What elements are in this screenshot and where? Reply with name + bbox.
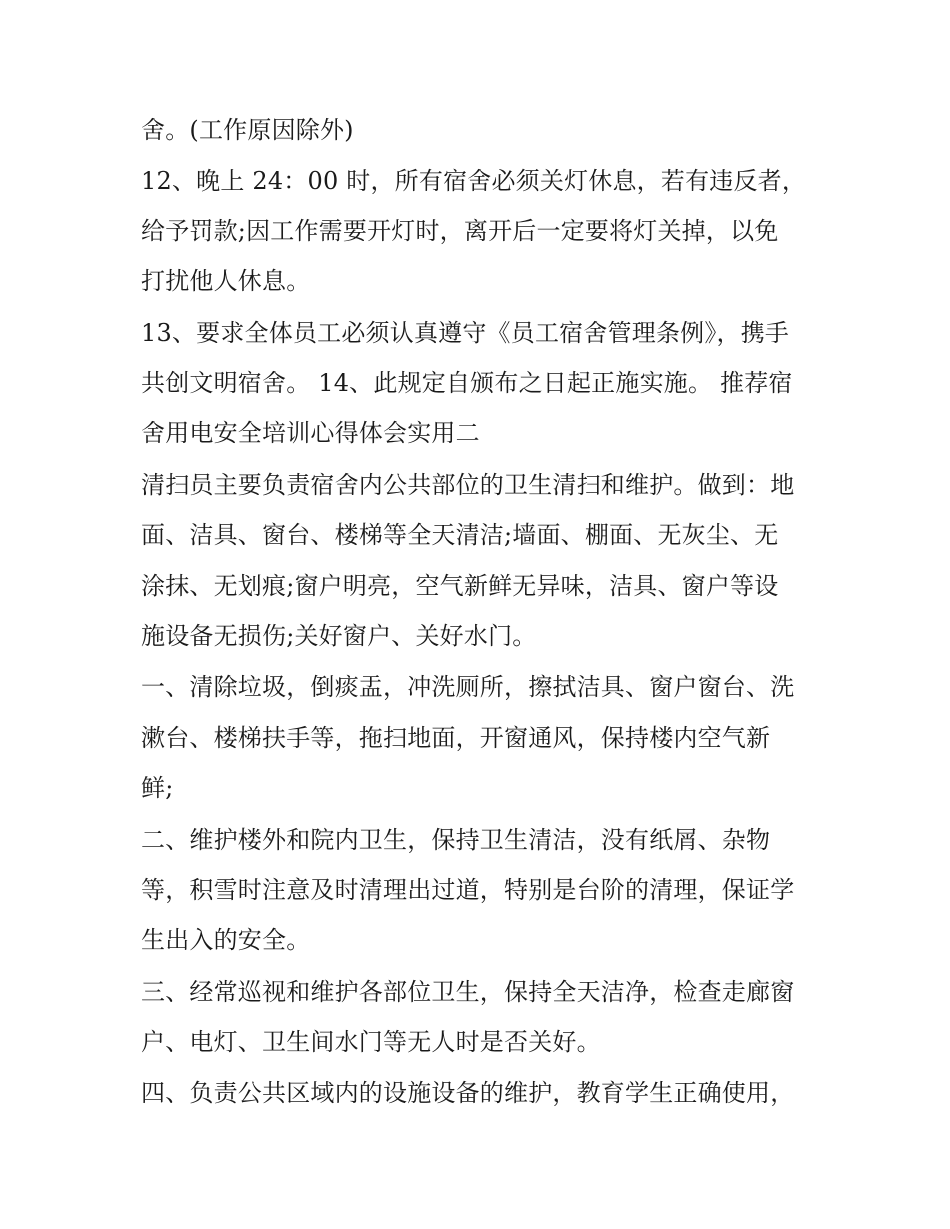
text-line: 二、维护楼外和院内卫生，保持卫生清洁，没有纸屑、杂物 xyxy=(141,826,771,854)
text-line: 12、晚上 24：00 时，所有宿舍必须关灯休息，若有违反者， xyxy=(141,167,807,195)
text-line: 舍用电安全培训心得体会实用二 xyxy=(141,419,480,447)
text-line: 涂抹、无划痕;窗户明亮，空气新鲜无异味，洁具、窗户等设 xyxy=(141,572,779,600)
text-line: 舍。(工作原因除外) xyxy=(141,116,354,144)
text-line: 漱台、楼梯扶手等，拖扫地面，开窗通风，保持楼内空气新 xyxy=(141,724,771,752)
text-line: 鲜; xyxy=(141,774,174,802)
text-line: 给予罚款;因工作需要开灯时，离开后一定要将灯关掉，以免 xyxy=(141,217,779,245)
text-line: 清扫员主要负责宿舍内公共部位的卫生清扫和维护。做到：地 xyxy=(141,471,795,499)
text-line: 打扰他人休息。 xyxy=(141,267,311,295)
text-line: 施设备无损伤;关好窗户、关好水门。 xyxy=(141,622,537,650)
text-line: 生出入的安全。 xyxy=(141,926,311,954)
text-line: 13、要求全体员工必须认真遵守《员工宿舍管理条例》，携手 xyxy=(141,319,790,347)
text-line: 共创文明宿舍。 14、此规定自颁布之日起正施实施。 推荐宿 xyxy=(141,369,793,397)
text-line: 面、洁具、窗台、楼梯等全天清洁;墙面、棚面、无灰尘、无 xyxy=(141,521,779,549)
text-line: 等，积雪时注意及时清理出过道，特别是台阶的清理，保证学 xyxy=(141,876,795,904)
text-line: 一、清除垃圾，倒痰盂，冲洗厕所，擦拭洁具、窗户窗台、洗 xyxy=(141,673,795,701)
text-line: 三、经常巡视和维护各部位卫生，保持全天洁净，检查走廊窗 xyxy=(141,978,795,1006)
text-line: 户、电灯、卫生间水门等无人时是否关好。 xyxy=(141,1028,601,1056)
text-line: 四、负责公共区域内的设施设备的维护，教育学生正确使用， xyxy=(141,1079,795,1107)
